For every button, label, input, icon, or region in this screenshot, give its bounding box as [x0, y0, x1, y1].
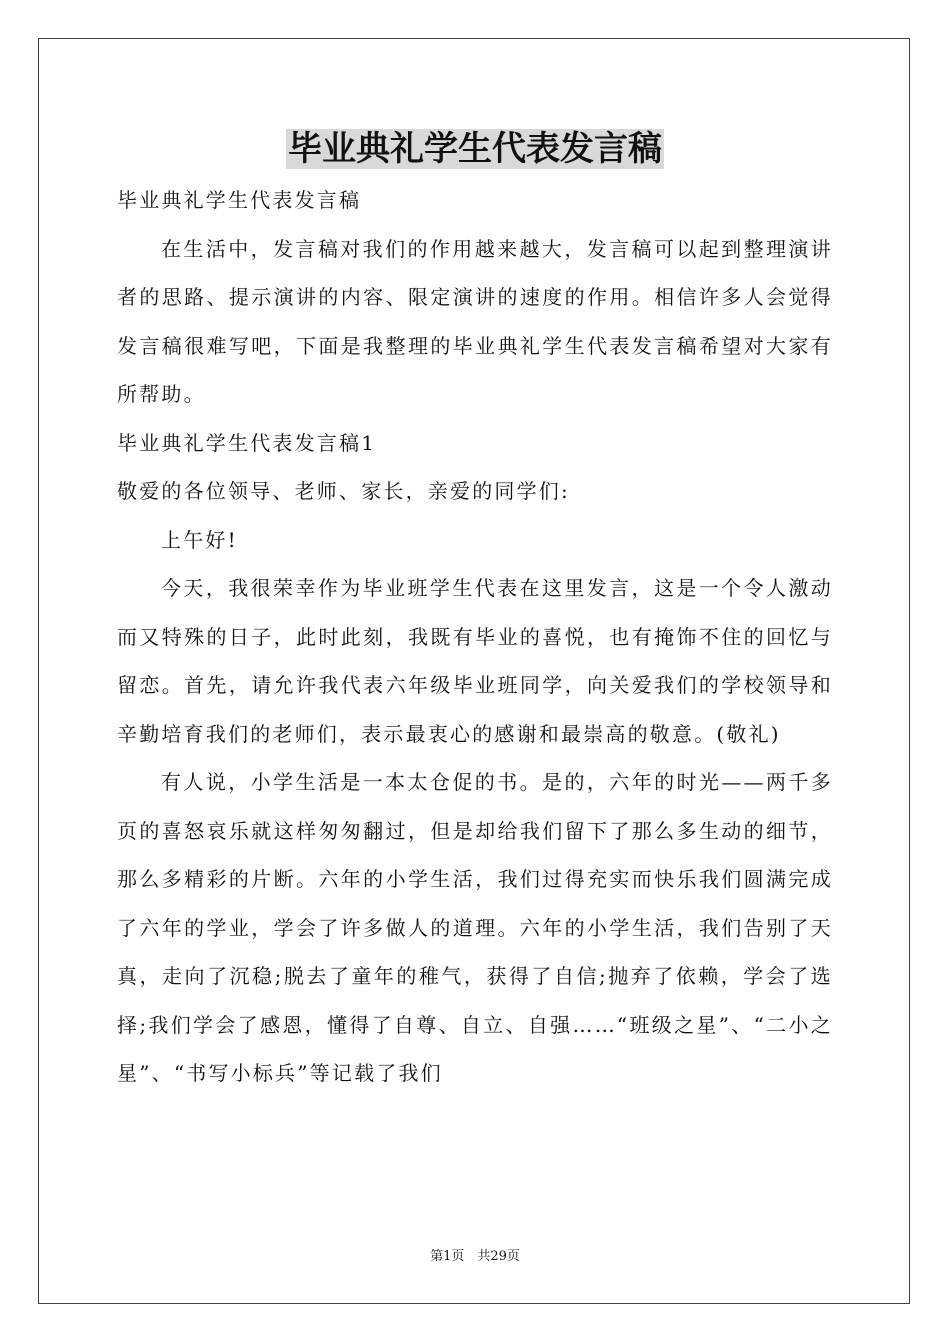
- paragraph-salutation: 敬爱的各位领导、老师、家长，亲爱的同学们:: [117, 479, 570, 503]
- document-title: [0, 124, 950, 174]
- paragraph-greeting: 上午好!: [161, 527, 238, 552]
- paragraph-intro: 在生活中，发言稿对我们的作用越来越大，发言稿可以起到整理演讲者的思路、提示演讲的内容、限定演讲的速度的作用。相信许多人会觉得发言稿很难写吧，下面是我整理的毕业典礼学生代表发言稿希望对大家有所帮助。: [117, 236, 833, 406]
- paragraph-body-1: 今天，我很荣幸作为毕业班学生代表在这里发言，这是一个令人激动而又特殊的日子，此时此刻，我既有毕业的喜悦，也有掩饰不住的回忆与留恋。首先，请允许我代表六年级毕业班同学，向关爱我们的学校领导和辛勤培育我们的老师们，表示最衷心的感谢和最崇高的敬意。(敬礼): [117, 576, 833, 746]
- document-body: [117, 176, 833, 1098]
- paragraph-section-heading: 毕业典礼学生代表发言稿1: [117, 430, 377, 455]
- document-title-text: 毕业典礼学生代表发言稿: [288, 129, 662, 169]
- paragraph-body-2: 有人说，小学生活是一本太仓促的书。是的，六年的时光——两千多页的喜怒哀乐就这样匆匆翻过，但是却给我们留下了那么多生动的细节，那么多精彩的片断。六年的小学生活，我们过得充实而快乐我们圆满完成了六年的学业，学会了许多做人的道理。六年的小学生活，我们告别了天真，走向了沉稳;脱去了童年的稚气，获得了自信;抛弃了依赖，学会了选择;我们学会了感恩，懂得了自尊、自立、自强……“班级之星”、“二小之星”、“书写小标兵”等记载了我们: [117, 770, 833, 1085]
- paragraph-subtitle: 毕业典礼学生代表发言稿: [117, 188, 362, 212]
- page-number-footer: 第1页 共29页: [430, 1249, 520, 1264]
